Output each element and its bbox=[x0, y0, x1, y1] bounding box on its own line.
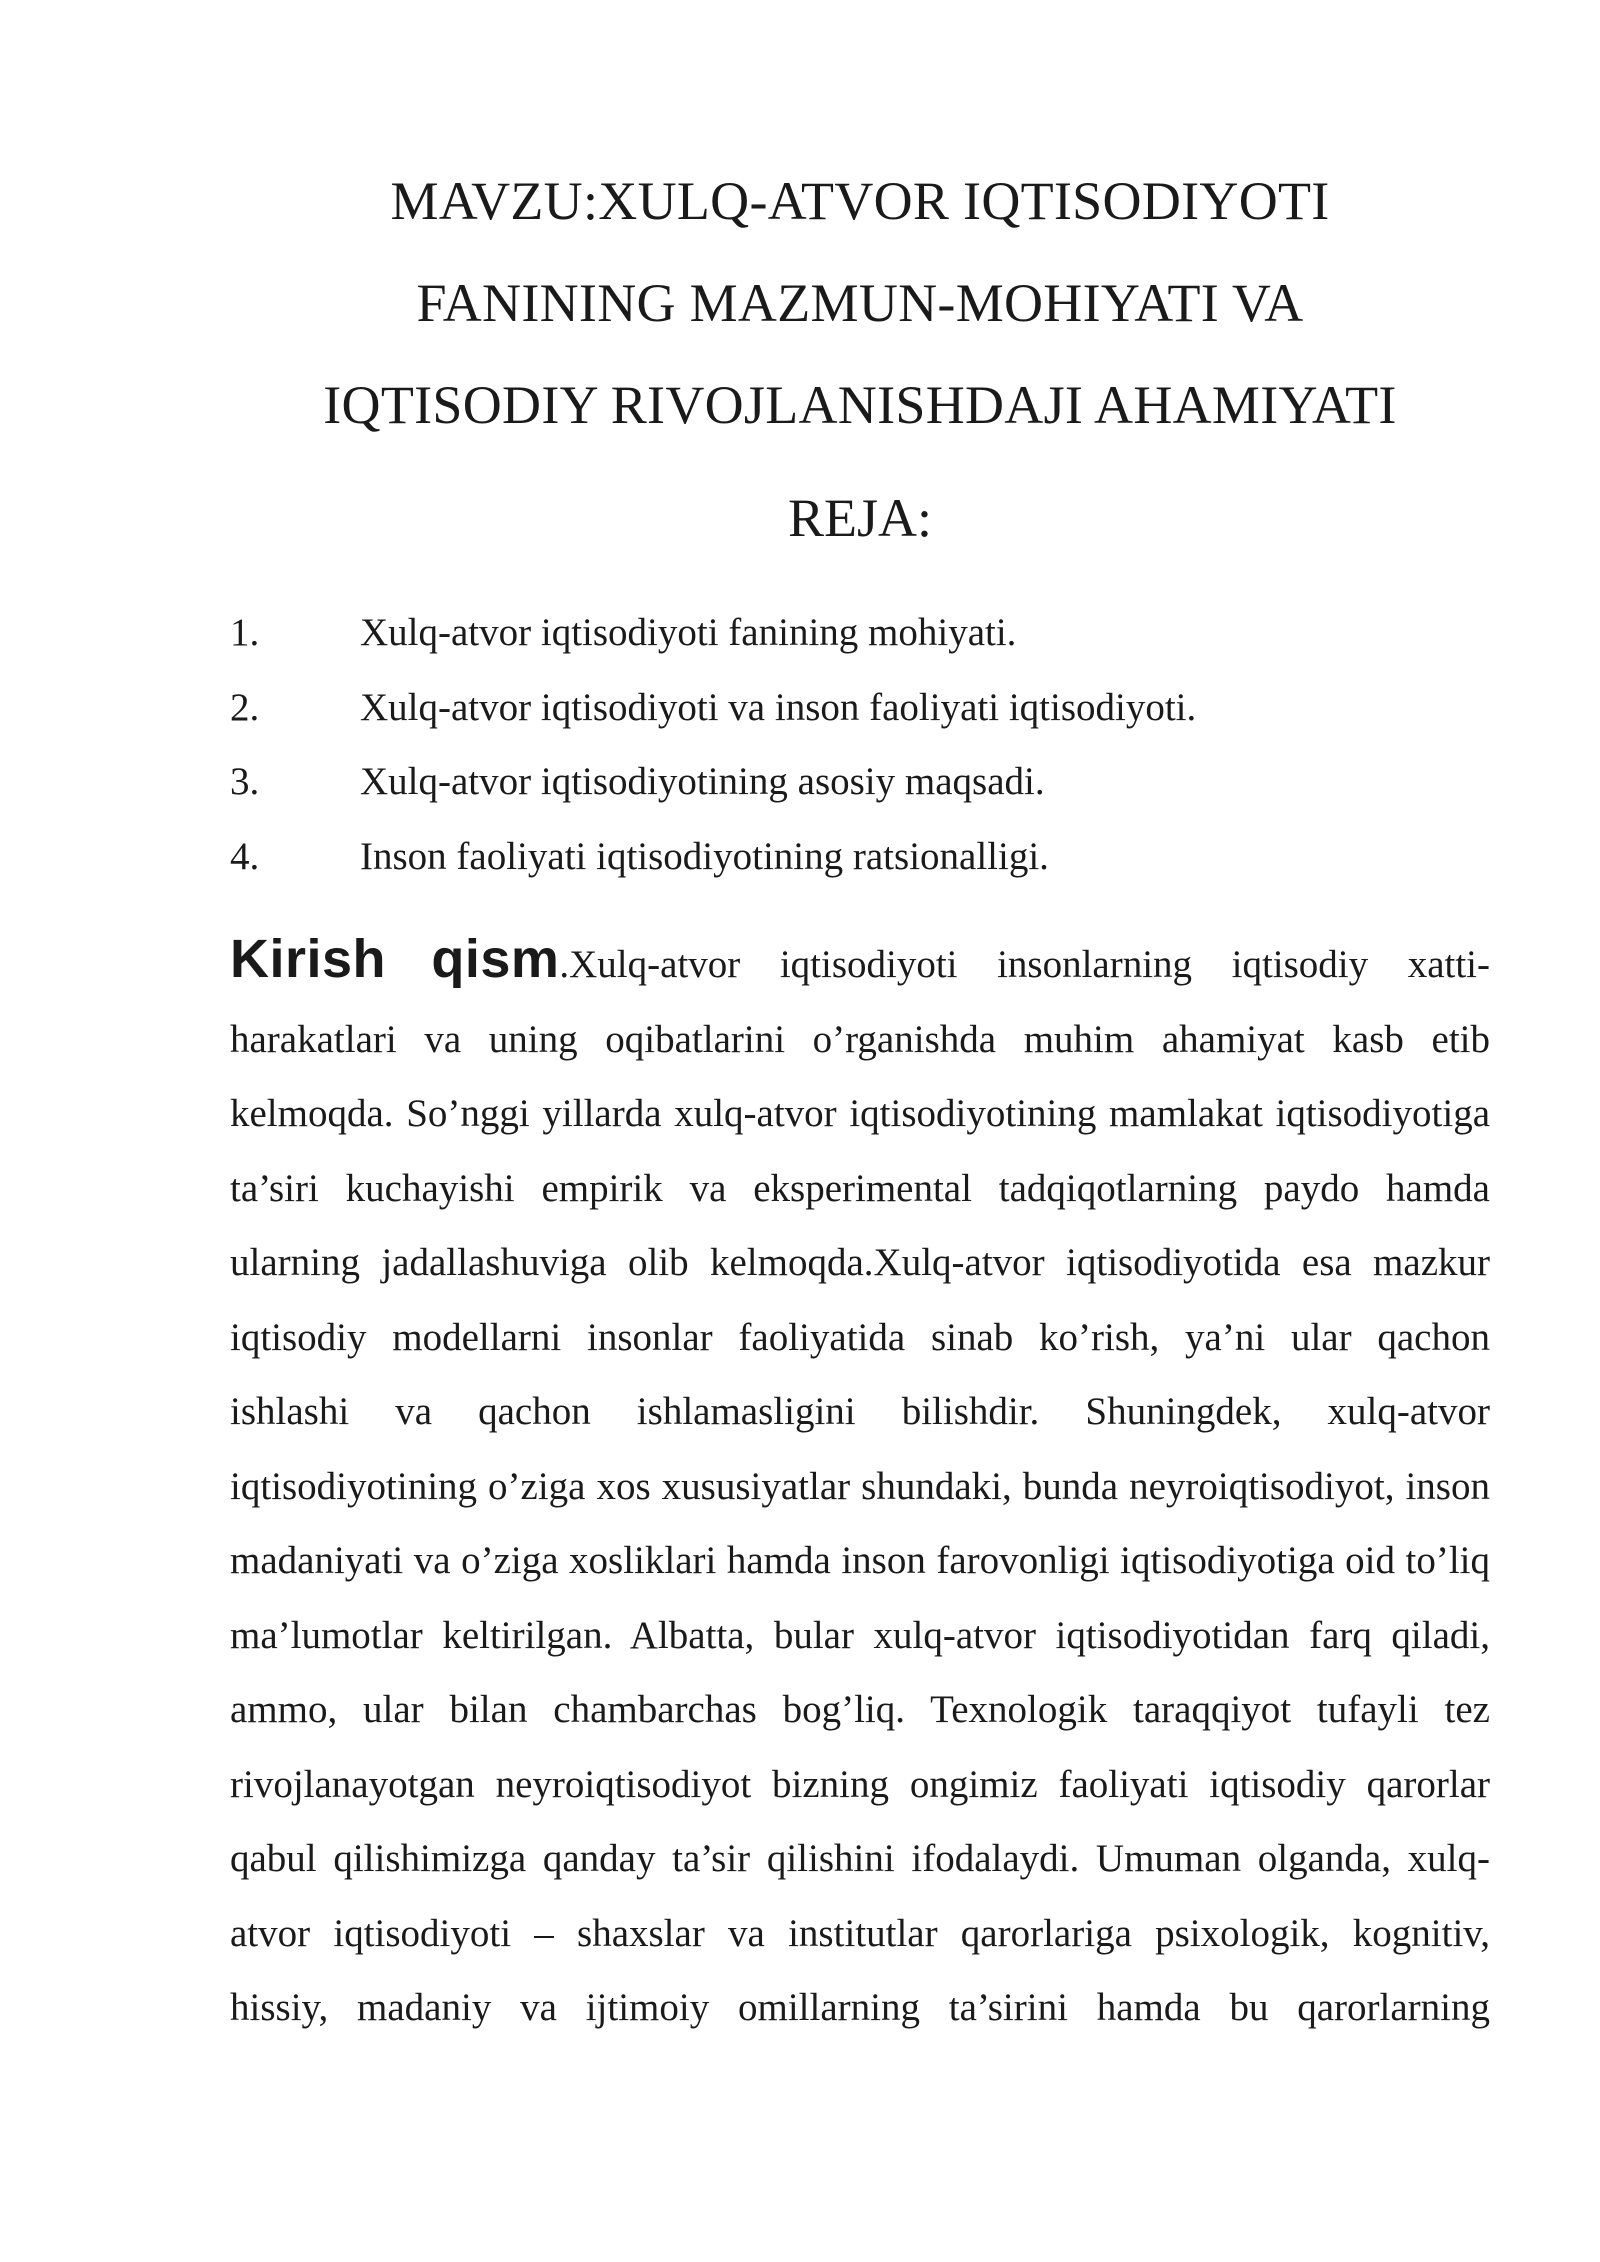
title-line-1: MAVZU:XULQ-ATVOR IQTISODIYOTI bbox=[390, 171, 1330, 231]
plan-item bbox=[230, 820, 1490, 895]
plan-item-text: Xulq-atvor iqtisodiyoti fanining mohiyati. bbox=[360, 611, 1017, 654]
plan-item-number: 2. bbox=[230, 685, 260, 729]
plan-item-number: 4. bbox=[230, 834, 260, 878]
intro-lead-heading: Kirish qism bbox=[230, 929, 560, 989]
plan-item-number: 3. bbox=[230, 760, 260, 803]
plan-item-text: Xulq-atvor iqtisodiyoti va inson faoliyati iqtisodiyoti. bbox=[360, 685, 1197, 729]
plan-heading: REJA: bbox=[787, 488, 933, 548]
document-title bbox=[200, 150, 1520, 456]
intro-paragraph bbox=[230, 922, 1490, 2046]
plan-item-number: 1. bbox=[230, 611, 260, 654]
plan-item bbox=[230, 671, 1490, 746]
title-line-3: IQTISODIY RIVOJLANISHDAJI AHAMIYATI bbox=[323, 375, 1397, 435]
plan-item-text: Inson faoliyati iqtisodiyotining ratsionalligi. bbox=[360, 834, 1049, 878]
title-line-2: FANINING MAZMUN-MOHIYATI VA bbox=[416, 273, 1304, 333]
plan-item bbox=[230, 596, 1490, 671]
plan-list bbox=[230, 596, 1490, 894]
intro-body-text: .Xulq-atvor iqtisodiyoti insonlarning iqtisodiy xatti-harakatlari va uning oqibatlarini o’rganishda muhim ahamiyat kasb etib kelmoqda. So’nggi yillarda xulq-atvor iqtisodiyotining mamlakat iqtisodiyotiga ta’siri kuchayishi empirik va eksperimental tadqiqotlarning paydo hamda ularning jadallashuviga olib kelmoqda.Xulq-atvor iqtisodiyotida esa mazkur iqtisodiy modellarni insonlar faoliyatida sinab ko’rish, ya’ni ular qachon ishlashi va qachon ishlamasligini bilishdir. Shuningdek, xulq-atvor iqtisodiyotining o’ziga xos xususiyatlar shundaki, bunda neyroiqtisodiyot, inson madaniyati va o’ziga xosliklari hamda inson farovonligi iqtisodiyotiga oid to’liq ma’lumotlar keltirilgan. Albatta, bular xulq-atvor iqtisodiyotidan farq qiladi, ammo, ular bilan chambarchas bog’liq. Texnologik taraqqiyot tufayli tez rivojlanayotgan neyroiqtisodiyot bizning ongimiz faoliyati iqtisodiy qarorlar qabul qilishimizga qanday ta’sir qilishini ifodalaydi. Umuman olganda, xulq-atvor iqtisodiyoti – shaxslar va institutlar qarorlariga psixologik, kognitiv, hissiy, madaniy va ijtimoiy omillarning ta’sirini hamda bu qarorlarning bbox=[230, 943, 1490, 2029]
plan-item-text: Xulq-atvor iqtisodiyotining asosiy maqsadi. bbox=[360, 760, 1045, 803]
plan-item bbox=[230, 745, 1490, 820]
